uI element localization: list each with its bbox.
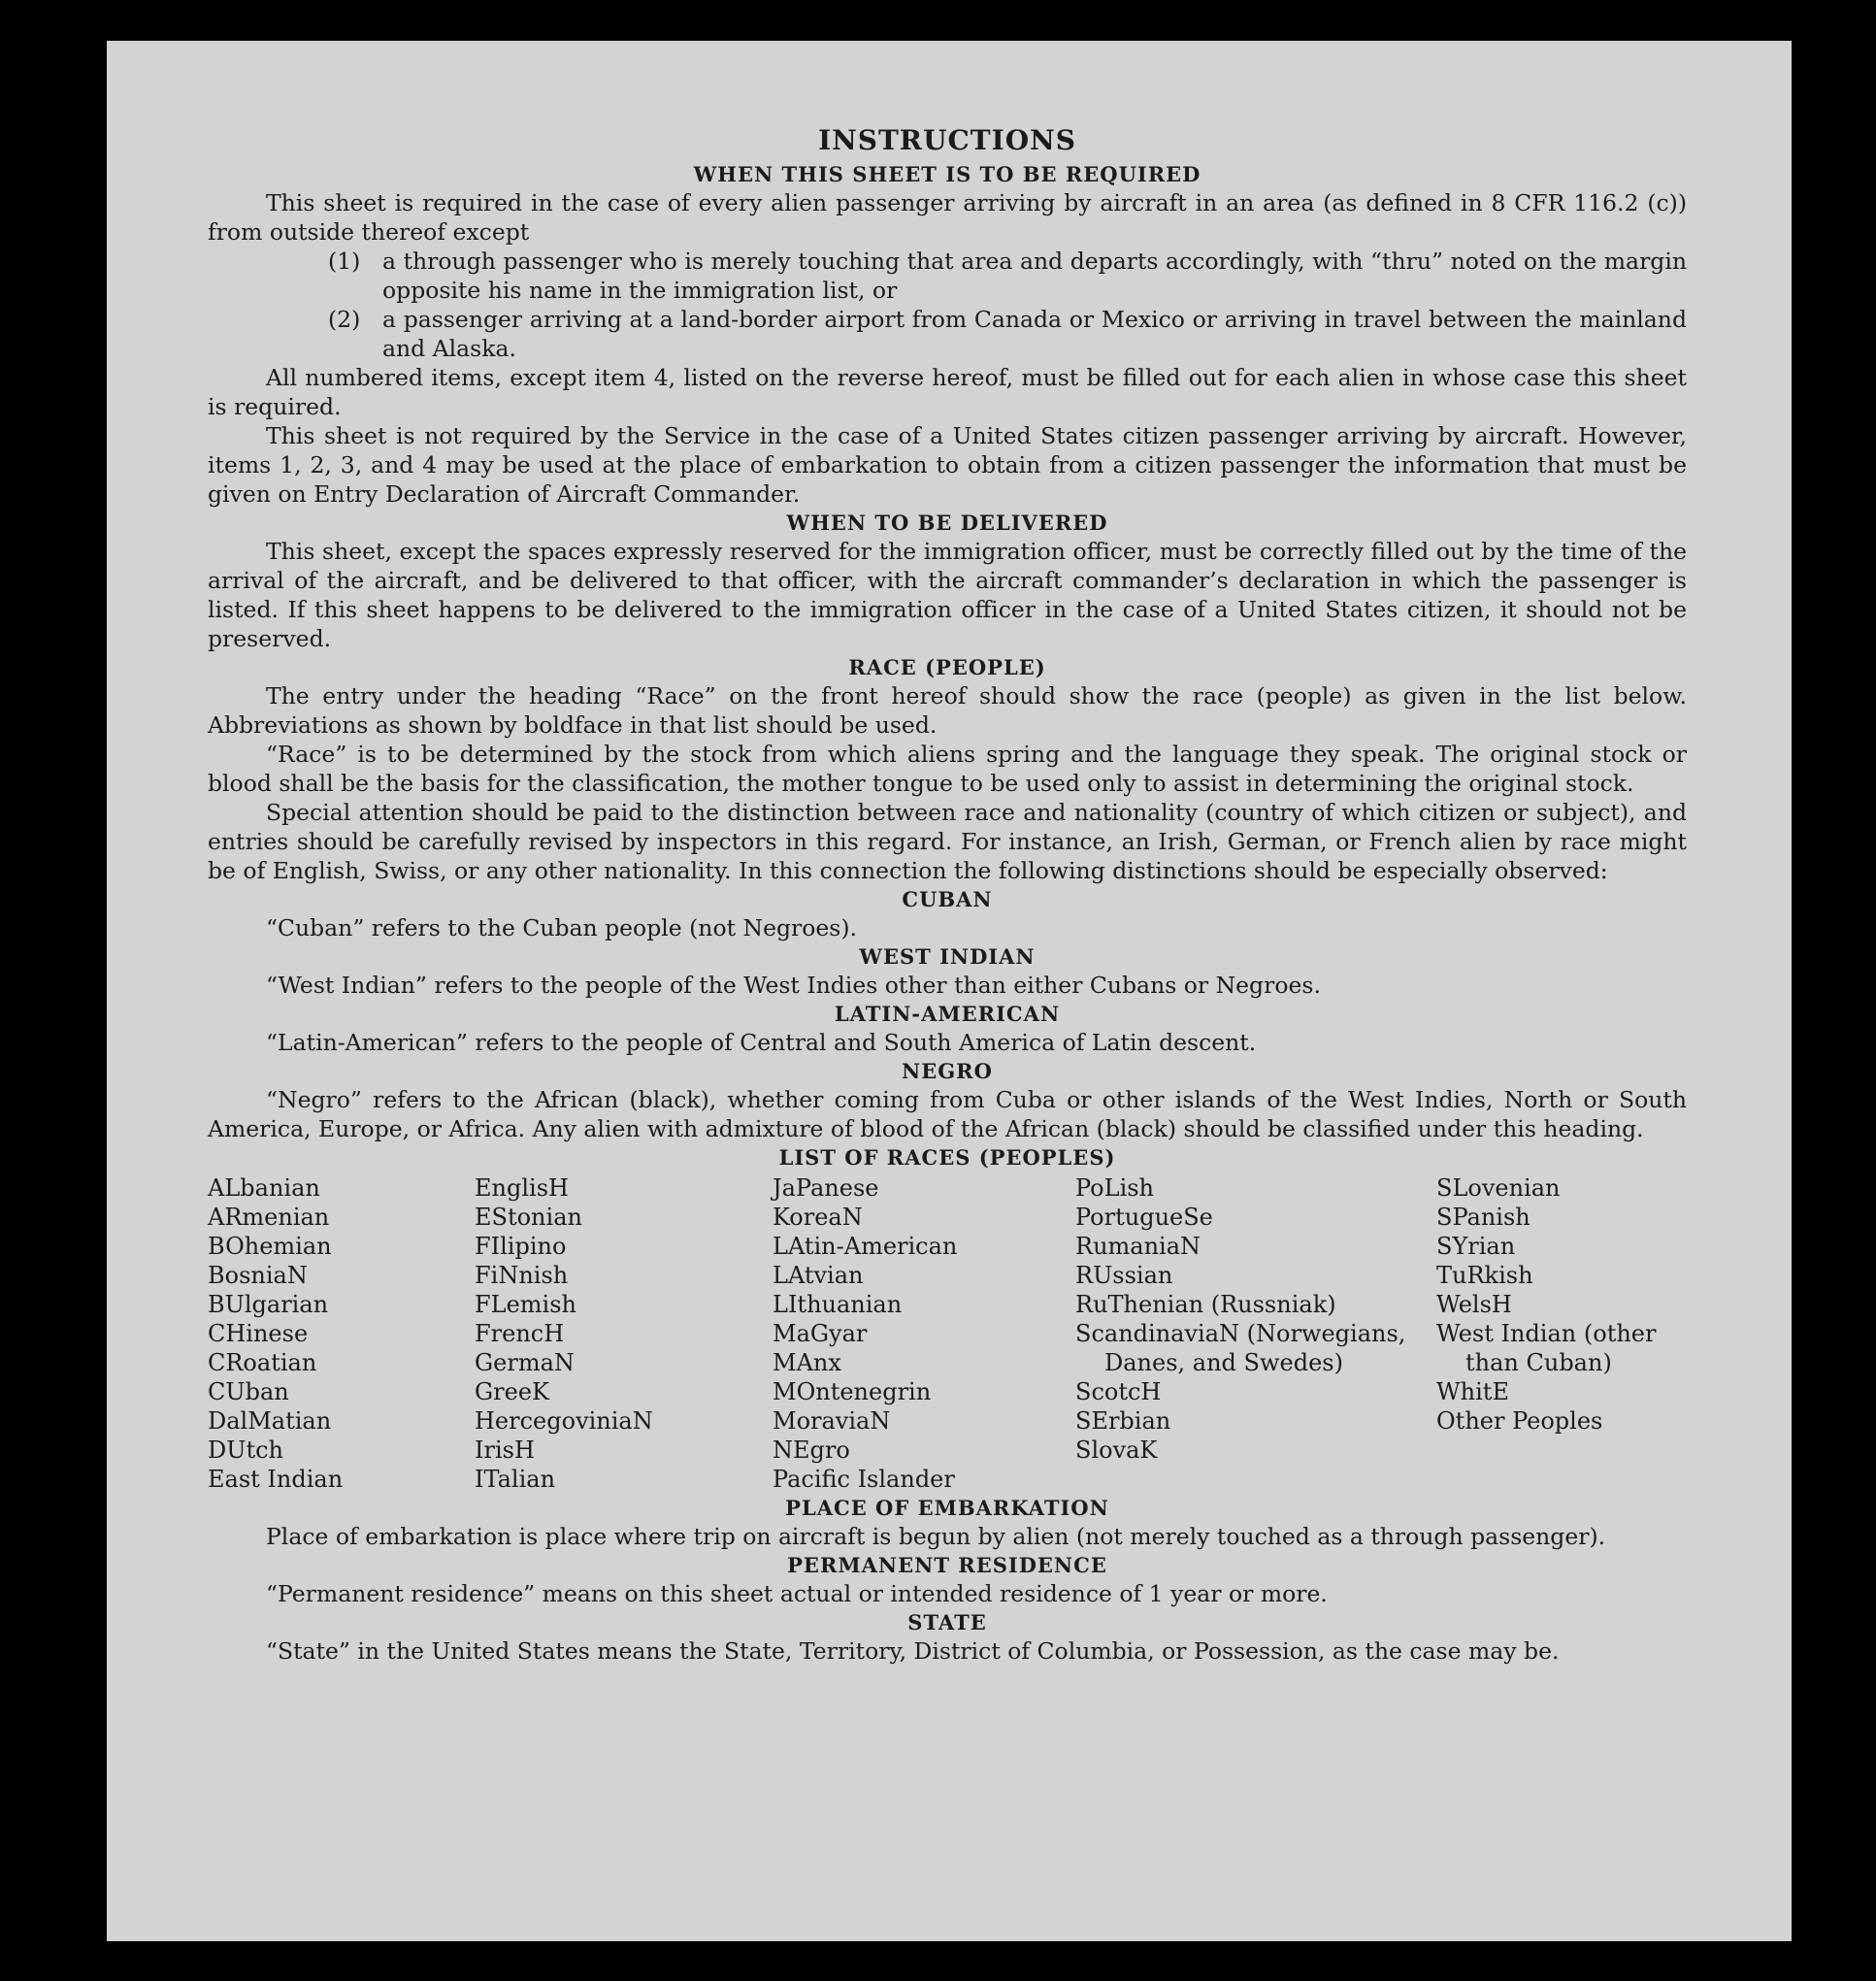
- races-column: [208, 1173, 475, 1494]
- race-entry: LIthuanian: [773, 1291, 903, 1318]
- races-column: [1436, 1173, 1691, 1494]
- race-entry: FIlipino: [475, 1233, 567, 1260]
- heading-when-required: WHEN THIS SHEET IS TO BE REQUIRED: [693, 162, 1201, 186]
- item-text: a through passenger who is merely touching that area and departs accordingly, with “thru” noted on the margin opposite his name in the immigration list, or: [382, 248, 1687, 304]
- race-entry: HercegoviniaN: [475, 1407, 653, 1435]
- heading-state: STATE: [907, 1610, 987, 1634]
- race-entry: NEgro: [773, 1436, 850, 1464]
- paragraph: “Permanent residence” means on this sheet actual or intended residence of 1 year or more.: [266, 1580, 1328, 1607]
- race-entry: CHinese: [208, 1320, 309, 1347]
- heading-negro: NEGRO: [902, 1059, 993, 1083]
- paragraph: The entry under the heading “Race” on the front hereof should show the race (people) as given in the list below. Abbreviations as shown by boldface in that list should be used.: [208, 682, 1687, 739]
- race-entry: East Indian: [208, 1466, 344, 1493]
- list-item: [208, 305, 1687, 363]
- race-entry: RumaniaN: [1075, 1233, 1201, 1260]
- paragraph: “Cuban” refers to the Cuban people (not Negroes).: [266, 914, 858, 941]
- paragraph: All numbered items, except item 4, listed on the reverse hereof, must be filled out for each alien in whose case this sheet is required.: [208, 364, 1687, 420]
- race-entry: EStonian: [475, 1204, 582, 1231]
- races-column: [475, 1173, 773, 1494]
- race-entry: MOntenegrin: [773, 1378, 932, 1405]
- race-entry: RuThenian (Russniak): [1075, 1291, 1336, 1318]
- race-entry: RUssian: [1075, 1262, 1173, 1289]
- race-entry: PoLish: [1075, 1174, 1155, 1202]
- race-entry: BUlgarian: [208, 1291, 329, 1318]
- race-entry: SLovenian: [1436, 1174, 1561, 1202]
- heading-race: RACE (PEOPLE): [848, 655, 1046, 679]
- page-title: INSTRUCTIONS: [818, 124, 1076, 156]
- paragraph: “State” in the United States means the State, Territory, District of Columbia, or Possession, as the case may be.: [266, 1637, 1560, 1665]
- races-table: [208, 1173, 1687, 1494]
- heading-cuban: CUBAN: [902, 887, 993, 911]
- race-entry: KoreaN: [773, 1204, 863, 1231]
- race-entry: BosniaN: [208, 1262, 308, 1289]
- item-text: a passenger arriving at a land-border airport from Canada or Mexico or arriving in travel between the mainland and Alaska.: [382, 306, 1687, 362]
- race-entry: JaPanese: [773, 1174, 879, 1202]
- race-entry: ITalian: [475, 1466, 556, 1493]
- item-number: (2): [328, 306, 361, 333]
- heading-place-of-embarkation: PLACE OF EMBARKATION: [785, 1496, 1109, 1520]
- race-entry: WhitE: [1436, 1378, 1509, 1405]
- heading-latin-american: LATIN-AMERICAN: [834, 1002, 1061, 1026]
- heading-list-of-races: LIST OF RACES (PEOPLES): [778, 1145, 1116, 1170]
- paragraph: “Race” is to be determined by the stock from which aliens spring and the language they speak. The original stock or blood shall be the basis for the classification, the mother tongue to be used only to assist in determining the original stock.: [208, 741, 1687, 797]
- heading-when-delivered: WHEN TO BE DELIVERED: [786, 511, 1108, 535]
- list-item: [208, 247, 1687, 305]
- race-entry: SPanish: [1436, 1204, 1530, 1231]
- race-entry: Other Peoples: [1436, 1407, 1603, 1435]
- race-entry: ScotcH: [1075, 1378, 1162, 1405]
- race-entry: SYrian: [1436, 1233, 1516, 1260]
- item-number: (1): [328, 248, 361, 275]
- paragraph: Special attention should be paid to the distinction between race and nationality (country of which citizen or subject), and entries should be carefully revised by inspectors in this regard. For instance, an Irish, German, or French alien by race might be of English, Swiss, or any other nationality. In this connection the following distinctions should be especially observed:: [208, 799, 1687, 884]
- race-entry: LAtvian: [773, 1262, 864, 1289]
- race-entry: Pacific Islander: [773, 1466, 955, 1493]
- race-entry: GreeK: [475, 1378, 549, 1405]
- race-entry: PortugueSe: [1075, 1204, 1213, 1231]
- paragraph: “Negro” refers to the African (black), whether coming from Cuba or other islands of the West Indies, North or South America, Europe, or Africa. Any alien with admixture of blood of the African (black) should be classified under this heading.: [208, 1086, 1687, 1142]
- race-entry: SErbian: [1075, 1407, 1171, 1435]
- races-column: [1075, 1173, 1436, 1494]
- race-entry: ALbanian: [208, 1174, 320, 1202]
- heading-permanent-residence: PERMANENT RESIDENCE: [787, 1553, 1107, 1577]
- paragraph: This sheet, except the spaces expressly reserved for the immigration officer, must be correctly filled out by the time of the arrival of the aircraft, and be delivered to that officer, with the aircraft commander’s declaration in which the passenger is listed. If this sheet happens to be delivered to the immigration officer in the case of a United States citizen, it should not be preserved.: [208, 538, 1687, 652]
- race-entry: CRoatian: [208, 1349, 317, 1376]
- race-entry: EnglisH: [475, 1174, 569, 1202]
- race-entry: MaGyar: [773, 1320, 868, 1347]
- race-entry: TuRkish: [1436, 1262, 1533, 1289]
- race-entry: DalMatian: [208, 1407, 332, 1435]
- race-entry: WelsH: [1436, 1291, 1512, 1318]
- race-entry: DUtch: [208, 1436, 284, 1464]
- race-entry: ScandinaviaN (Norwegians, Danes, and Swedes): [1075, 1320, 1406, 1376]
- race-entry: ARmenian: [208, 1204, 330, 1231]
- paragraph: “West Indian” refers to the people of the West Indies other than either Cubans or Negroes.: [266, 972, 1321, 999]
- race-entry: FrencH: [475, 1320, 565, 1347]
- paragraph: Place of embarkation is place where trip on aircraft is begun by alien (not merely touched as a through passenger).: [266, 1523, 1606, 1550]
- races-column: [773, 1173, 1075, 1494]
- race-entry: FLemish: [475, 1291, 576, 1318]
- race-entry: West Indian (other than Cuban): [1436, 1320, 1657, 1376]
- race-entry: CUban: [208, 1378, 289, 1405]
- race-entry: SlovaK: [1075, 1436, 1158, 1464]
- race-entry: MAnx: [773, 1349, 841, 1376]
- race-entry: MoraviaN: [773, 1407, 891, 1435]
- race-entry: FiNnish: [475, 1262, 569, 1289]
- race-entry: IrisH: [475, 1436, 535, 1464]
- heading-west-indian: WEST INDIAN: [859, 944, 1036, 969]
- paragraph: This sheet is not required by the Service in the case of a United States citizen passenger arriving by aircraft. However, items 1, 2, 3, and 4 may be used at the place of embarkation to obtain from a citizen passenger the information that must be given on Entry Declaration of Aircraft Commander.: [208, 422, 1687, 508]
- race-entry: LAtin-American: [773, 1233, 958, 1260]
- race-entry: GermaN: [475, 1349, 575, 1376]
- instructions-sheet: [107, 41, 1792, 1941]
- race-entry: BOhemian: [208, 1233, 332, 1260]
- paragraph: “Latin-American” refers to the people of Central and South America of Latin descent.: [266, 1029, 1257, 1056]
- paragraph: This sheet is required in the case of every alien passenger arriving by aircraft in an area (as defined in 8 CFR 116.2 (c)) from outside thereof except: [208, 189, 1687, 246]
